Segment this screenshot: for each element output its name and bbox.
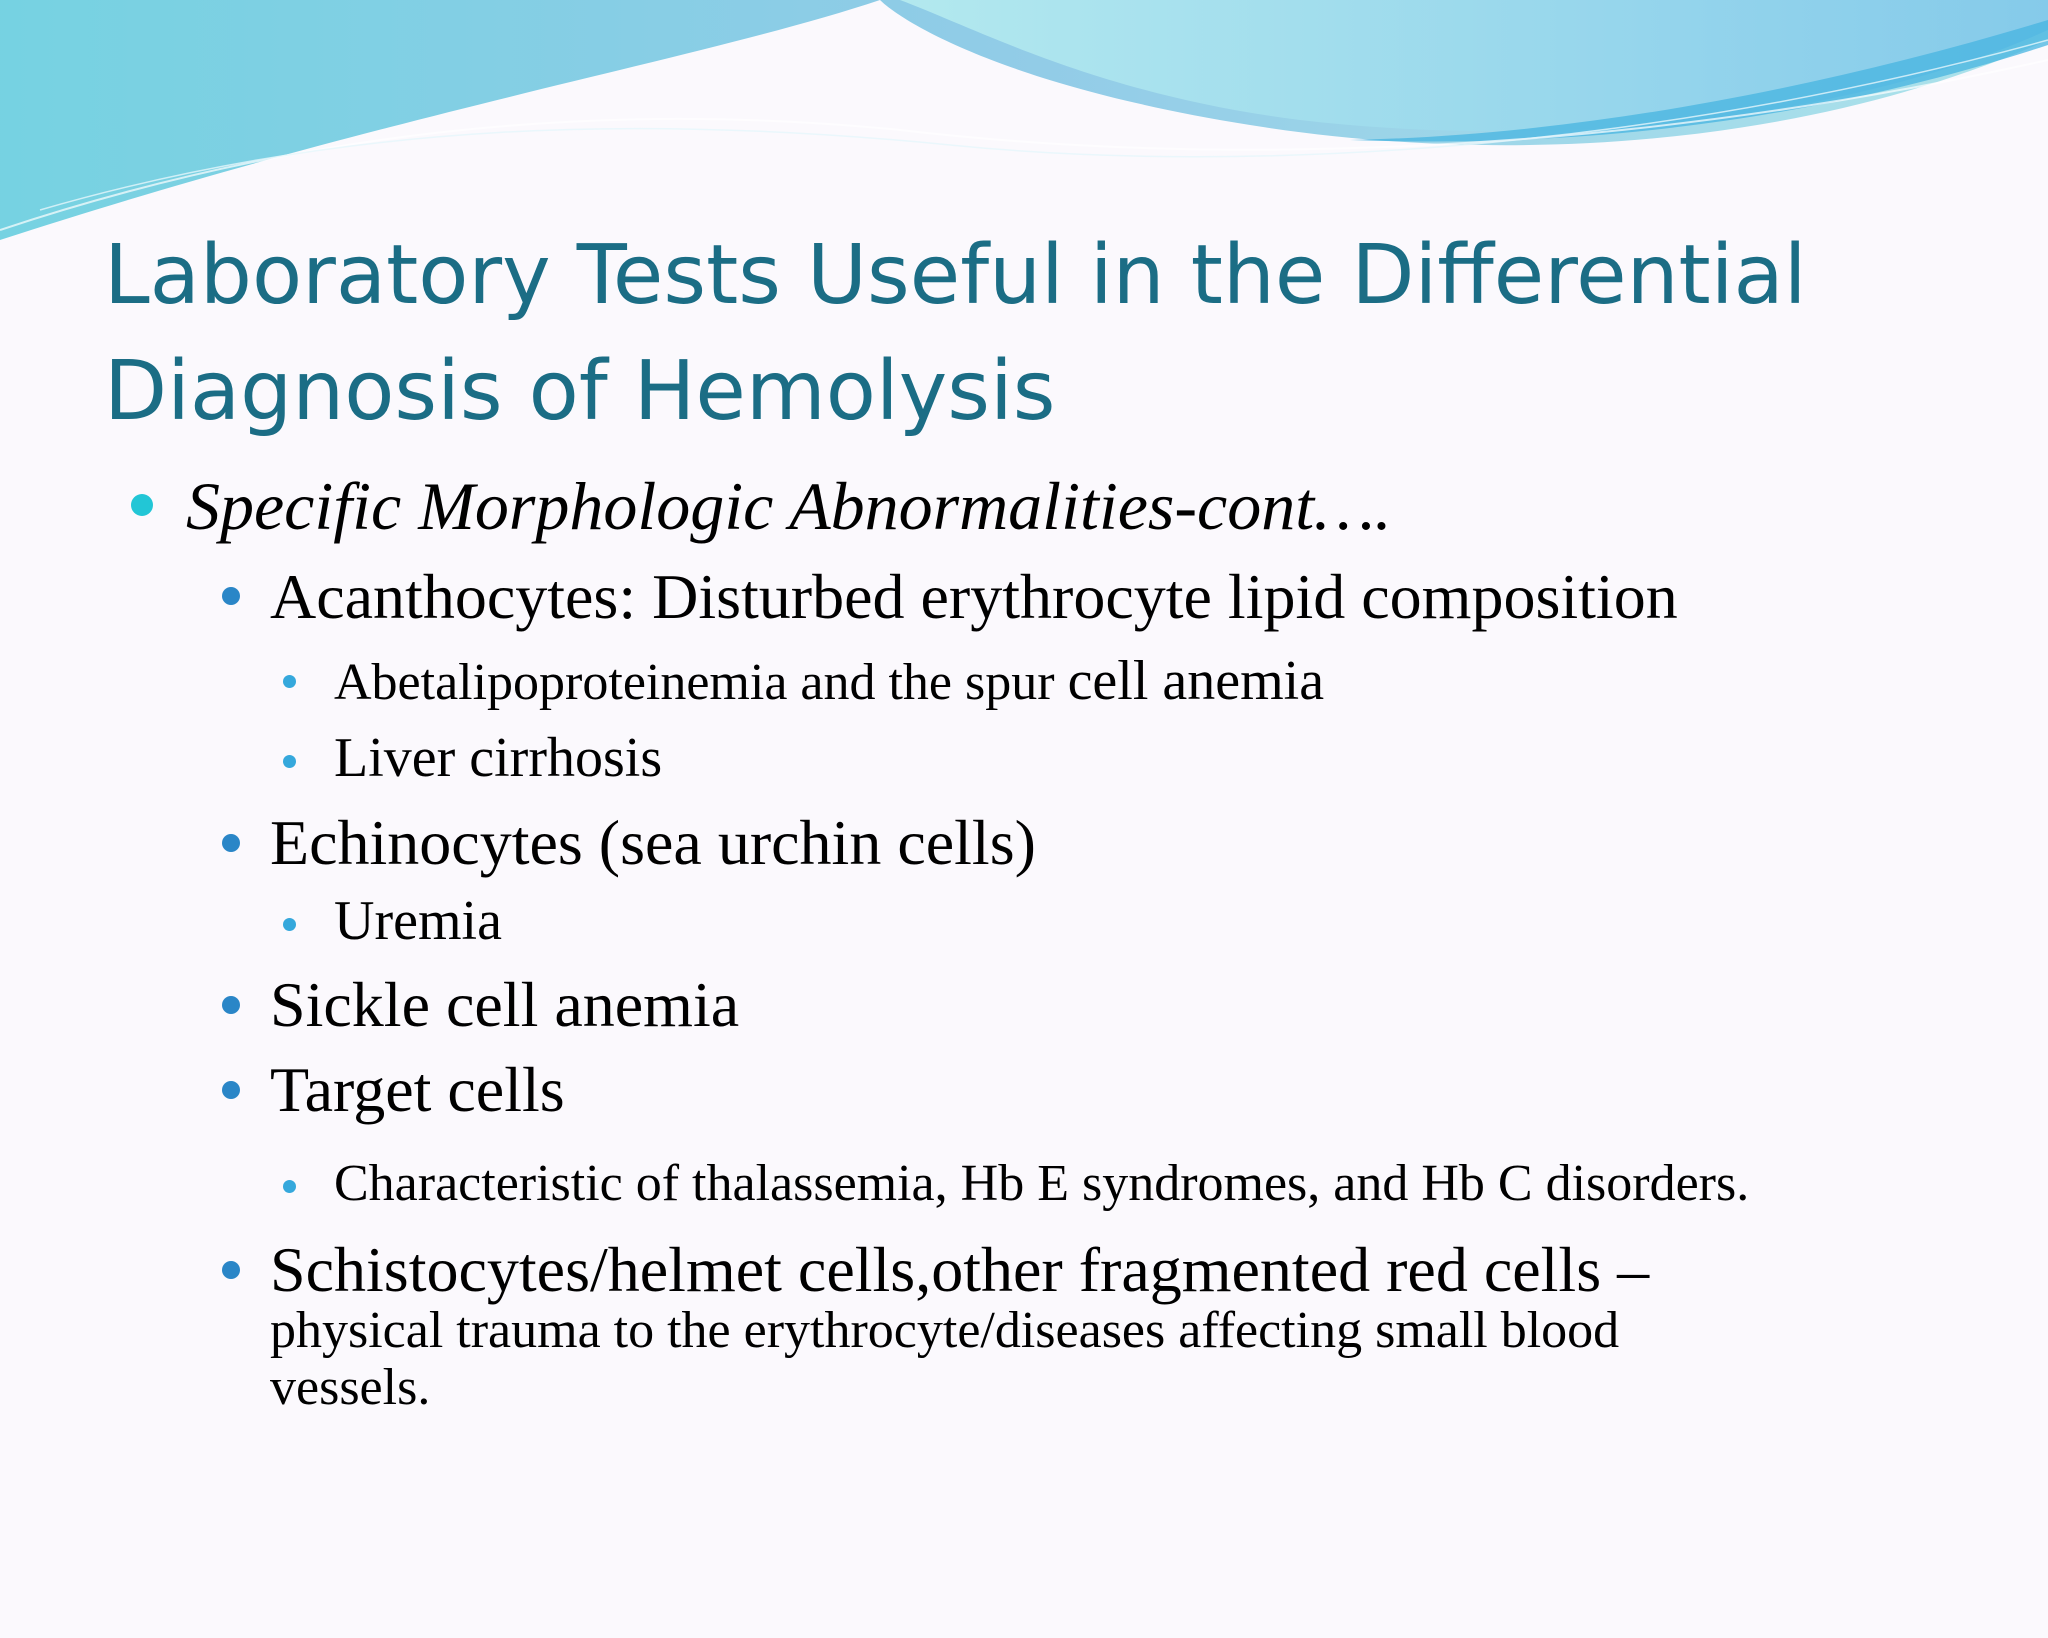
bullet-icon xyxy=(222,834,240,852)
bullet-icon xyxy=(222,1261,240,1279)
bullet-icon xyxy=(283,675,296,688)
schistocytes-detail-line-2: vessels. xyxy=(270,1359,431,1416)
bullet-echinocytes: Echinocytes (sea urchin cells) xyxy=(270,807,1036,878)
slide-title-line-2: Diagnosis of Hemolysis xyxy=(104,344,1056,439)
slide-title-line-1: Laboratory Tests Useful in the Differential xyxy=(104,228,1807,323)
cell-anemia-text: cell anemia xyxy=(1067,650,1325,712)
bullet-abetalipoproteinemia xyxy=(334,648,1324,714)
bullet-uremia: Uremia xyxy=(334,890,502,952)
bullet-icon xyxy=(283,1180,296,1193)
bullet-characteristic: Characteristic of thalassemia, Hb E syndromes, and Hb C disorders. xyxy=(334,1155,1750,1212)
slide-title xyxy=(104,218,1904,450)
bullet-sickle-cell-anemia: Sickle cell anemia xyxy=(270,969,740,1040)
bullet-schistocytes: Schistocytes/helmet cells,other fragmented red cells – xyxy=(270,1234,1650,1305)
bullet-icon xyxy=(222,996,240,1014)
bullet-icon xyxy=(222,587,240,605)
bullet-icon xyxy=(131,494,153,516)
bullet-icon xyxy=(222,1081,240,1099)
bullet-target-cells: Target cells xyxy=(270,1054,565,1125)
wave-light-band xyxy=(900,0,2048,131)
schistocytes-detail-line-1: physical trauma to the erythrocyte/diseases affecting small blood xyxy=(270,1302,1620,1359)
bullet-liver-cirrhosis: Liver cirrhosis xyxy=(334,727,663,789)
bullet-specific-morphologic: Specific Morphologic Abnormalities-cont…. xyxy=(186,468,1392,544)
bullet-icon xyxy=(283,755,296,768)
bullet-acanthocytes: Acanthocytes: Disturbed erythrocyte lipid composition xyxy=(270,561,1678,632)
bullet-icon xyxy=(283,918,296,931)
abetalipoproteinemia-text: Abetalipoproteinemia and the spur xyxy=(334,654,1068,711)
